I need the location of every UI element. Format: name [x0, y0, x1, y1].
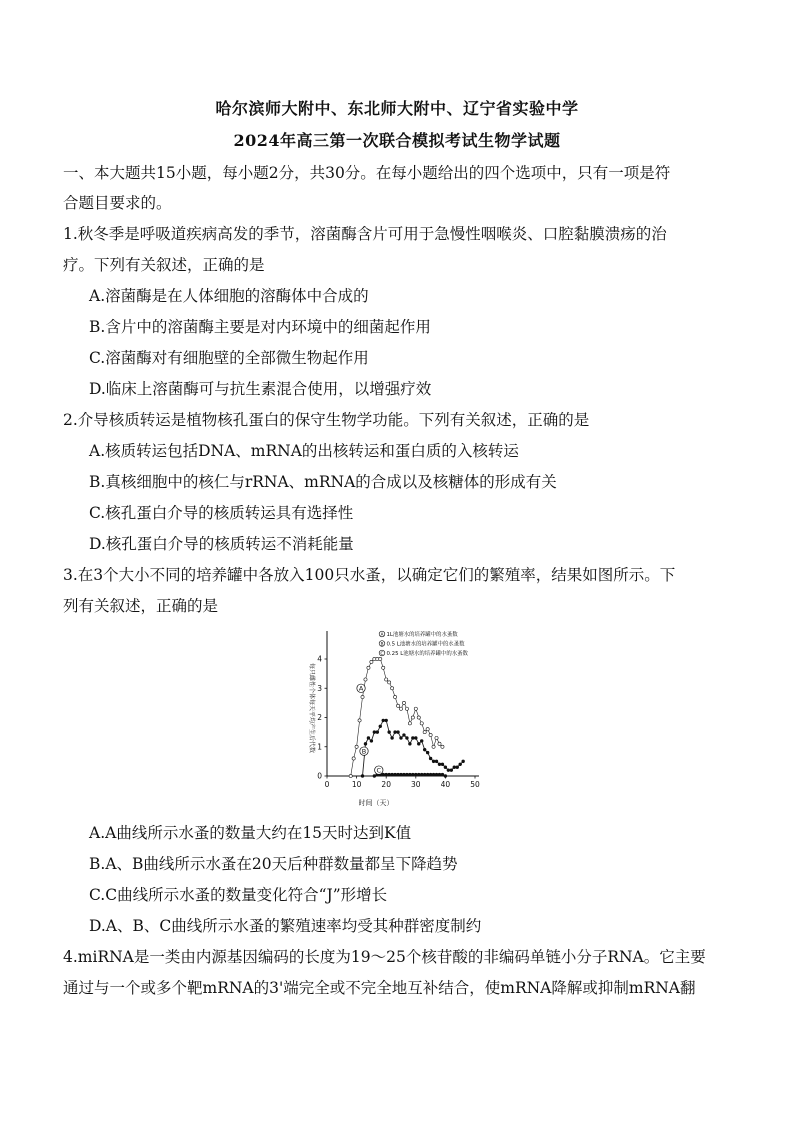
question-4-stem-line2: 通过与一个或多个靶mRNA的3'端完全或不完全地互补结合，使mRNA降解或抑制mRNA翻	[63, 979, 696, 997]
question-1-option-a: A.溶菌酶是在人体细胞的溶酶体中合成的	[89, 287, 369, 305]
series-B-point	[382, 719, 385, 722]
series-C-point	[403, 773, 406, 776]
series-B-point	[456, 766, 459, 769]
series-C-point	[397, 773, 400, 776]
series-C-point	[385, 773, 388, 776]
series-B-point	[361, 775, 364, 778]
series-C-point	[417, 773, 420, 776]
question-2-option-a: A.核质转运包括DNA、mRNA的出核转运和蛋白质的入核转运	[89, 442, 519, 460]
series-C-point	[411, 773, 414, 776]
series-C-point	[373, 775, 376, 778]
series-B-point	[408, 742, 411, 745]
x-tick-label: 50	[470, 780, 480, 789]
series-A-point	[432, 745, 435, 748]
series-C-point	[394, 773, 397, 776]
chart-svg	[300, 623, 500, 808]
x-tick-label: 10	[351, 780, 362, 789]
series-B-point	[420, 740, 423, 743]
curve-label-A: A	[358, 684, 364, 693]
series-B-point	[367, 737, 370, 740]
series-B-point	[432, 760, 435, 763]
series-B-point	[438, 763, 441, 766]
series-C-point	[406, 773, 409, 776]
question-1-option-d: D.临床上溶菌酶可与抗生素混合使用，以增强疗效	[89, 380, 432, 398]
series-B-point	[441, 763, 444, 766]
series-A-point	[349, 774, 352, 777]
question-1-option-c: C.溶菌酶对有细胞壁的全部微生物起作用	[89, 349, 369, 367]
y-tick-label: 2	[317, 713, 322, 723]
y-tick-label: 0	[317, 771, 322, 781]
series-B-point	[462, 760, 465, 763]
series-B-point	[364, 742, 367, 745]
series-C-point	[388, 773, 391, 776]
series-B-point	[403, 734, 406, 737]
series-B-point	[388, 731, 391, 734]
legend-entry-A: 1L池塘水的培养罐中的水蚤数	[386, 632, 458, 638]
series-A-point	[411, 716, 414, 719]
y-tick-label: 3	[317, 683, 322, 693]
series-C-point	[408, 773, 411, 776]
series-B-point	[376, 731, 379, 734]
series-C-point	[414, 773, 417, 776]
legend-mark-C: C	[380, 652, 384, 657]
series-B-point	[423, 748, 426, 751]
series-B-point	[373, 731, 376, 734]
question-3-option-d: D.A、B、C曲线所示水蚤的繁殖速率均受其种群密度制约	[89, 917, 482, 935]
series-A-point	[393, 695, 396, 698]
y-axis-label: 每只雌性个体每天平均产生后代数	[308, 662, 315, 754]
section-instructions-line2: 合题目要求的。	[63, 194, 172, 212]
series-A-point	[423, 731, 426, 734]
daphnia-reproduction-chart	[300, 623, 500, 808]
series-A-point	[367, 666, 370, 669]
series-A-point	[429, 733, 432, 736]
curve-label-C: C	[376, 766, 382, 775]
x-tick-label: 40	[440, 780, 451, 789]
series-A-point	[405, 707, 408, 710]
series-C-point	[426, 773, 429, 776]
series-A-point	[352, 757, 355, 760]
series-B-point	[426, 751, 429, 754]
question-2-option-d: D.核孔蛋白介导的核质转运不消耗能量	[89, 535, 354, 553]
question-1-stem-line2: 疗。下列有关叙述，正确的是	[63, 256, 265, 274]
series-A-point	[408, 722, 411, 725]
question-2-stem: 2.介导核质转运是植物核孔蛋白的保守生物学功能。下列有关叙述，正确的是	[63, 411, 590, 429]
series-B-point	[414, 737, 417, 740]
school-header: 哈尔滨师大附中、东北师大附中、辽宁省实验中学	[215, 99, 579, 118]
series-A-point	[391, 687, 394, 690]
series-A-point	[399, 707, 402, 710]
series-B-point	[397, 731, 400, 734]
question-3-option-a: A.A曲线所示水蚤的数量大约在15天时达到K值	[89, 824, 412, 842]
series-B-point	[370, 740, 373, 743]
y-tick-label: 4	[317, 654, 322, 664]
series-A-point	[364, 678, 367, 681]
question-2-option-b: B.真核细胞中的核仁与rRNA、mRNA的合成以及核糖体的形成有关	[89, 473, 557, 491]
x-tick-label: 0	[324, 780, 330, 789]
question-3-option-c: C.C曲线所示水蚤的数量变化符合“J”形增长	[89, 886, 388, 904]
series-C-point	[429, 773, 432, 776]
series-C-point	[438, 773, 441, 776]
series-B-point	[400, 737, 403, 740]
series-B-point	[379, 725, 382, 728]
series-A-point	[370, 660, 373, 663]
series-C-point	[391, 773, 394, 776]
legend-mark-A: A	[380, 633, 384, 638]
series-A-point	[355, 745, 358, 748]
series-B-point	[447, 769, 450, 772]
x-tick-label: 20	[381, 780, 391, 789]
series-A-point	[358, 719, 361, 722]
curve-label-B: B	[361, 747, 367, 756]
legend-mark-B: B	[380, 642, 384, 648]
exam-title: 2024年高三第一次联合模拟考试生物学试题	[233, 131, 561, 150]
series-A-point	[420, 722, 423, 725]
series-B-point	[450, 769, 453, 772]
series-A-point	[396, 704, 399, 707]
series-C-point	[420, 773, 423, 776]
series-A-point	[382, 666, 385, 669]
y-tick-label: 1	[317, 742, 322, 752]
series-A-point	[438, 742, 441, 745]
x-tick-label: 30	[411, 780, 421, 789]
chart-legend	[379, 630, 468, 657]
series-B-point	[417, 742, 420, 745]
series-C-point	[423, 773, 426, 776]
series-B-point	[406, 737, 409, 740]
series-B-point	[459, 763, 462, 766]
series-C	[373, 773, 447, 777]
series-A-point	[441, 745, 444, 748]
chart-plot-area	[349, 657, 464, 777]
legend-entry-C: 0.25 L池塘水的培养罐中的水蚤数	[386, 651, 468, 657]
series-B-point	[453, 766, 456, 769]
series-C-point	[441, 773, 444, 776]
series-A-point	[385, 678, 388, 681]
series-B-point	[444, 766, 447, 769]
series-A-point	[361, 695, 364, 698]
series-B-point	[394, 731, 397, 734]
x-axis-label: 时间（天）	[358, 799, 394, 807]
series-B-point	[435, 760, 438, 763]
series-B-point	[429, 757, 432, 760]
series-A-point	[417, 716, 420, 719]
question-4-stem-line1: 4.miRNA是一类由内源基因编码的长度为19～25个核苷酸的非编码单链小分子RNA。它主要	[63, 948, 706, 966]
series-C-point	[382, 773, 385, 776]
series-B-point	[391, 737, 394, 740]
series-B-point	[385, 719, 388, 722]
series-B-point	[411, 737, 414, 740]
question-1-option-b: B.含片中的溶菌酶主要是对内环境中的细菌起作用	[89, 318, 431, 336]
series-A-point	[426, 728, 429, 731]
series-A-point	[414, 707, 417, 710]
question-3-stem-line1: 3.在3个大小不同的培养罐中各放入100只水蚤，以确定它们的繁殖率，结果如图所示。下	[63, 566, 676, 584]
section-instructions-line1: 一、本大题共15小题，每小题2分，共30分。在每小题给出的四个选项中，只有一项是符	[63, 164, 671, 182]
series-A-point	[435, 736, 438, 739]
series-C-point	[432, 773, 435, 776]
question-3-stem-line2: 列有关叙述，正确的是	[63, 597, 219, 615]
series-A-point	[388, 681, 391, 684]
series-A-point	[379, 657, 382, 660]
question-1-stem-line1: 1.秋冬季是呼吸道疾病高发的季节，溶菌酶含片可用于急慢性咽喉炎、口腔黏膜溃疡的治	[63, 225, 667, 243]
question-3-option-b: B.A、B曲线所示水蚤在20天后种群数量都呈下降趋势	[89, 855, 458, 873]
series-C-point	[400, 773, 403, 776]
series-C-point	[435, 773, 438, 776]
question-2-option-c: C.核孔蛋白介导的核质转运具有选择性	[89, 504, 354, 522]
series-C-point	[444, 775, 447, 778]
series-A-point	[402, 701, 405, 704]
legend-entry-B: 0.5 L池塘水的培养罐中的水蚤数	[386, 641, 465, 648]
